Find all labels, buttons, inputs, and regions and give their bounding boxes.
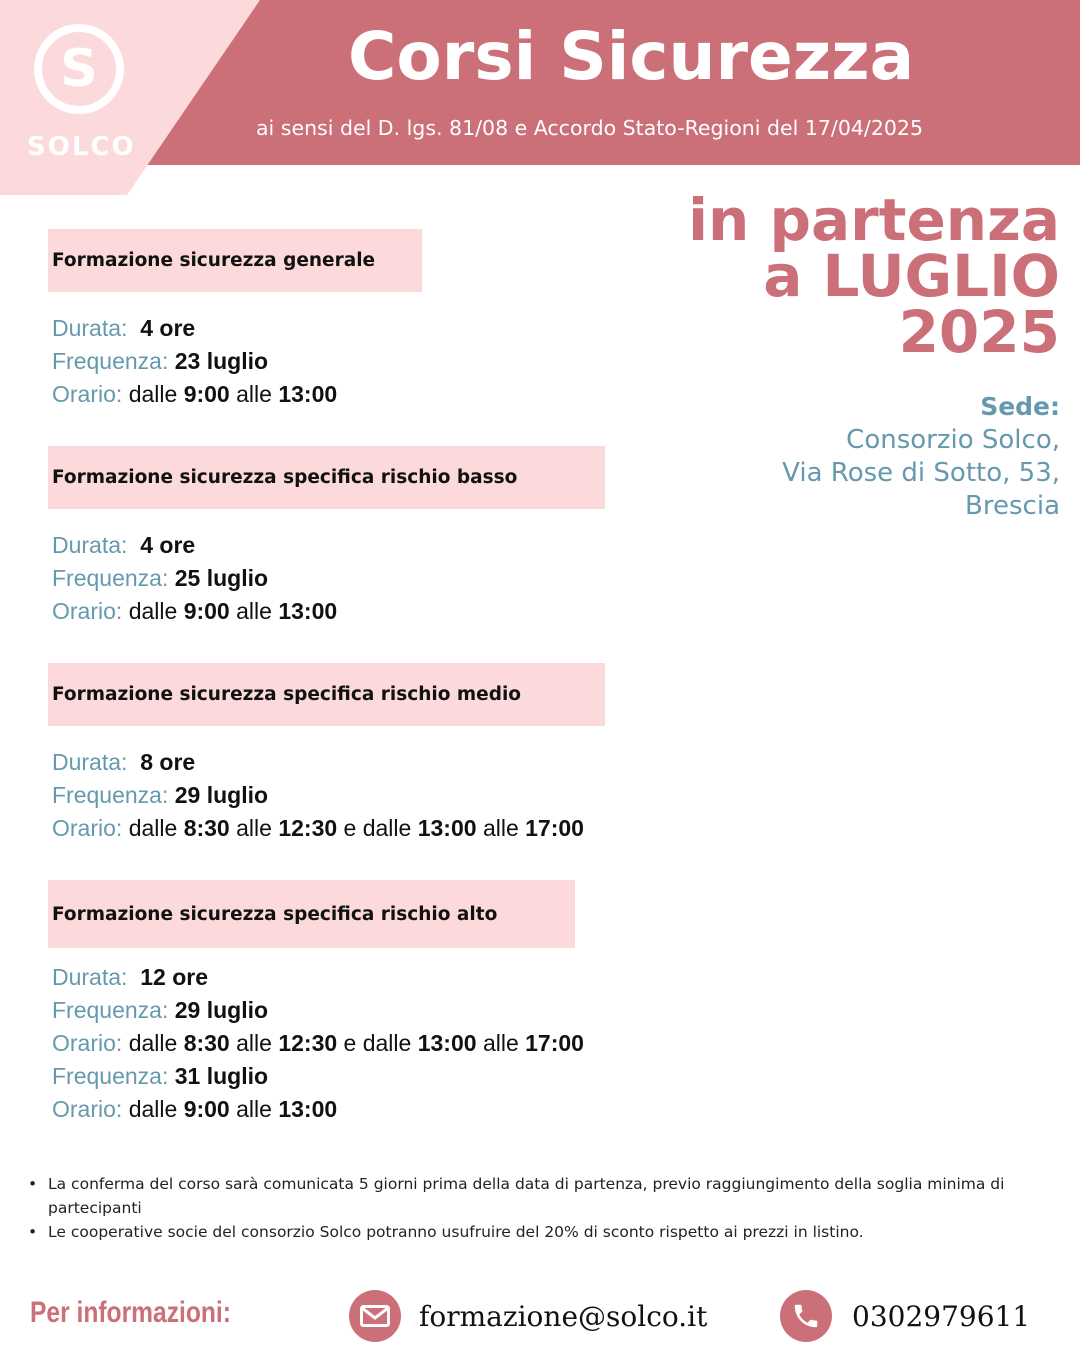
frequenza-row: Frequenza: 29 luglio [52, 782, 269, 808]
orario-row: Orario: dalle 9:00 alle 13:00 [52, 381, 338, 407]
sede-line-3: Brescia [965, 491, 1060, 521]
logo-glyph: S [60, 39, 98, 99]
page-title: Corsi Sicurezza [348, 18, 915, 95]
course-title-rischio-basso: Formazione sicurezza specifica rischio basso [48, 446, 605, 509]
durata-row: Durata: 8 ore [52, 749, 196, 775]
orario-row: Orario: dalle 8:30 alle 12:30 e dalle 13:00 alle 17:00 [52, 815, 584, 841]
course-details-rischio-medio [52, 746, 584, 845]
course-title-rischio-medio: Formazione sicurezza specifica rischio medio [48, 663, 605, 726]
course-details-rischio-alto [52, 961, 584, 1126]
orario-row: Orario: dalle 8:30 alle 12:30 e dalle 13:00 alle 17:00 [52, 1030, 584, 1056]
note-item: • La conferma del corso sarà comunicata 5 giorni prima della data di partenza, previo raggiungimento della soglia minima di partecipanti [48, 1172, 1048, 1220]
durata-row: Durata: 4 ore [52, 315, 196, 341]
course-details-generale [52, 312, 337, 411]
launch-line-1: in partenza [688, 186, 1060, 254]
durata-row: Durata: 4 ore [52, 532, 196, 558]
orario-row: Orario: dalle 9:00 alle 13:00 [52, 598, 338, 624]
sede-line-1: Consorzio Solco, [846, 425, 1060, 455]
logo-text: SOLCO [27, 132, 136, 162]
frequenza-row: Frequenza: 29 luglio [52, 997, 269, 1023]
info-label: Per informazioni: [30, 1296, 231, 1329]
sede-label: Sede: [980, 392, 1060, 421]
solco-logo-icon [34, 24, 124, 114]
frequenza-row: Frequenza: 25 luglio [52, 565, 269, 591]
orario-row-2: Orario: dalle 9:00 alle 13:00 [52, 1096, 338, 1122]
page-subtitle: ai sensi del D. lgs. 81/08 e Accordo Stato-Regioni del 17/04/2025 [256, 116, 923, 140]
phone-link[interactable]: 0302979611 [852, 1300, 1031, 1333]
phone-icon [780, 1290, 832, 1342]
course-title-generale: Formazione sicurezza generale [48, 229, 422, 292]
durata-row: Durata: 12 ore [52, 964, 208, 990]
course-title-rischio-alto: Formazione sicurezza specifica rischio alto [48, 880, 575, 948]
launch-line-2: a LUGLIO [763, 242, 1060, 310]
launch-heading [688, 186, 1060, 366]
note-item: • Le cooperative socie del consorzio Solco potranno usufruire del 20% di sconto rispetto ai prezzi in listino. [48, 1220, 1048, 1244]
mail-icon [349, 1290, 401, 1342]
notes-list [48, 1172, 1048, 1244]
sede-line-2: Via Rose di Sotto, 53, [782, 458, 1060, 488]
email-link[interactable]: formazione@solco.it [419, 1300, 708, 1333]
launch-line-3: 2025 [898, 298, 1060, 366]
frequenza-row-2: Frequenza: 31 luglio [52, 1063, 269, 1089]
sede-address [782, 424, 1060, 523]
course-details-rischio-basso [52, 529, 337, 628]
frequenza-row: Frequenza: 23 luglio [52, 348, 269, 374]
